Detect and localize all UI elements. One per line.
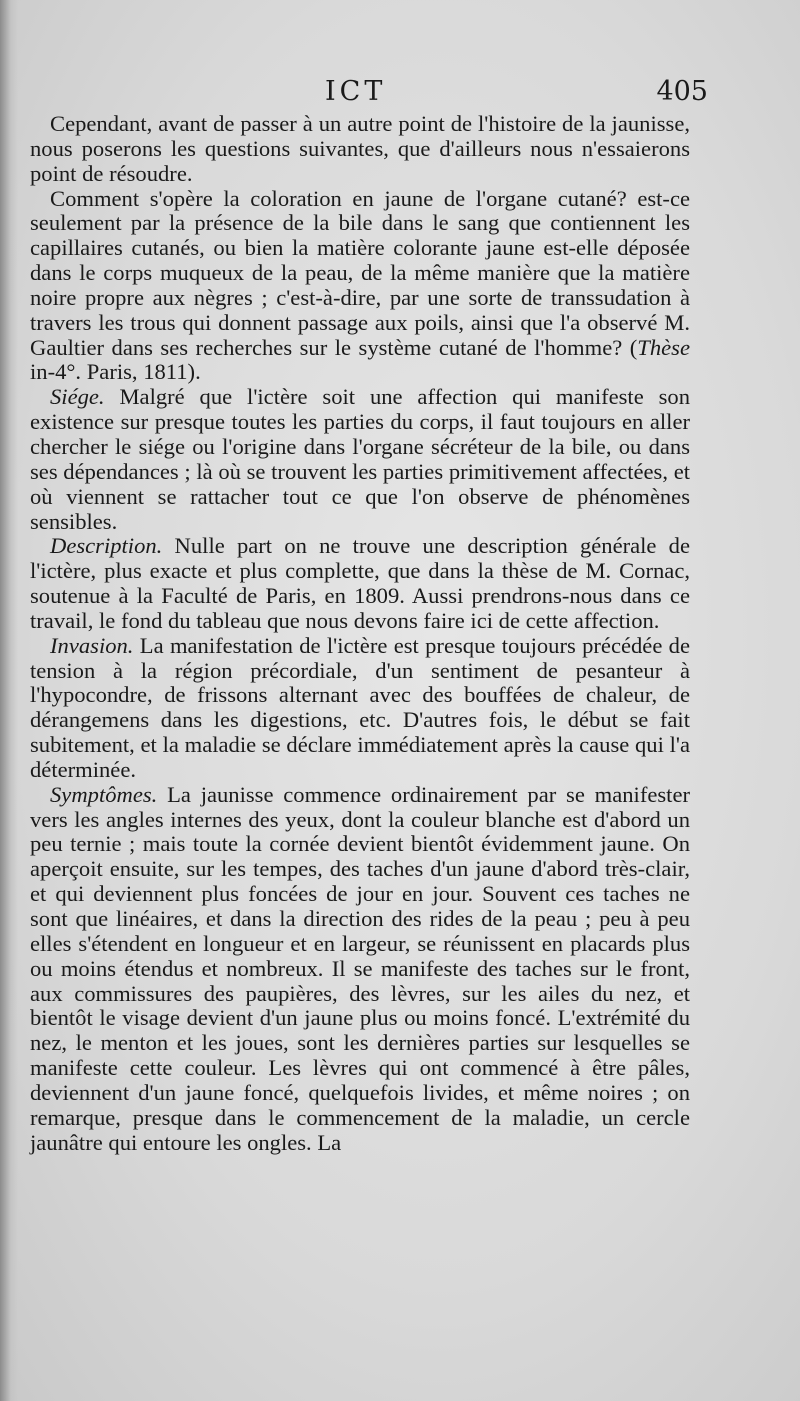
paragraph-text: Comment s'opère la coloration en jaune de l'organe cutané? est-ce seulement par la présence de la bile dans le sang que contiennent les capillaires cutanés, ou bien la matière colorante jaune est-elle déposée dans le corps muqueux de la peau, de la même manière que la matière noire propre aux nègres ; c'est-à-dire, par une sorte de transsudation à travers les trous qui donnent passage aux poils, ainsi que l'a observé M. Gaultier dans ses recherches sur le système cutané de l'homme? ( <box>30 185 690 360</box>
paragraph-question <box>30 187 690 386</box>
paragraph-intro <box>30 112 690 187</box>
running-head: ICT <box>325 76 387 107</box>
paragraph-text: Malgré que l'ictère soit une affection qui manifeste son existence sur presque toutes les parties du corps, il faut toujours en aller chercher le siége ou l'origine dans l'organe sécréteur de la bile, ou dans ses dépendances ; là où se trouvent les parties primitivement affectées, et où viennent se rattacher tout ce que l'on observe de phénomènes sensibles. <box>30 384 690 534</box>
paragraph-siege <box>30 385 690 534</box>
body-text <box>30 112 690 1155</box>
section-heading: Invasion. <box>50 632 134 658</box>
page-gutter-shadow <box>0 0 18 1401</box>
page-number: 405 <box>656 76 708 107</box>
paragraph-symptomes <box>30 783 690 1156</box>
paragraph-text: La manifestation de l'ictère est presque toujours précédée de tension à la région précordiale, d'un sentiment de pesanteur à l'hypocondre, de frissons alternant avec des bouffées de chaleur, de dérangemens dans les digestions, etc. D'autres fois, le début se fait subitement, et la maladie se déclare immédiatement après la cause qui l'a déterminée. <box>30 632 690 782</box>
citation-details: in-4°. Paris, 1811). <box>30 359 201 385</box>
section-heading: Description. <box>50 533 163 559</box>
paragraph-text: Cependant, avant de passer à un autre point de l'histoire de la jaunisse, nous poserons les questions suivantes, que d'ailleurs nous n'essaierons point de résoudre. <box>30 111 690 186</box>
section-heading: Symptômes. <box>50 781 158 807</box>
paragraph-description <box>30 534 690 633</box>
paragraph-text: Nulle part on ne trouve une description générale de l'ictère, plus exacte et plus complette, que dans la thèse de M. Cornac, soutenue à la Faculté de Paris, en 1809. Aussi prendrons-nous dans ce travail, le fond du tableau que nous devons faire ici de cette affection. <box>30 533 690 633</box>
paragraph-invasion <box>30 634 690 783</box>
page-header <box>30 76 708 112</box>
citation-title: Thèse <box>637 334 690 360</box>
paragraph-text: La jaunisse commence ordinairement par se manifester vers les angles internes des yeux, dont la couleur blanche est d'abord un peu ternie ; mais toute la cornée devient bientôt évidemment jaune. On aperçoit ensuite, sur les tempes, des taches d'un jaune d'abord très-clair, et qui deviennent plus foncées de jour en jour. Souvent ces taches ne sont que linéaires, et dans la direction des rides de la peau ; peu à peu elles s'étendent en longueur et en largeur, se réunissent en placards plus ou moins étendus et nombreux. Il se manifeste des taches sur le front, aux commissures des paupières, des lèvres, sur les ailes du nez, et bientôt le visage devient d'un jaune plus ou moins foncé. L'extrémité du nez, le menton et les joues, sont les dernières parties sur lesquelles se manifeste cette couleur. Les lèvres qui ont commencé à être pâles, deviennent d'un jaune foncé, quelquefois livides, et même noires ; on remarque, presque dans le commencement de la maladie, un cercle jaunâtre qui entoure les ongles. La <box>30 781 690 1155</box>
section-heading: Siége. <box>50 384 105 410</box>
